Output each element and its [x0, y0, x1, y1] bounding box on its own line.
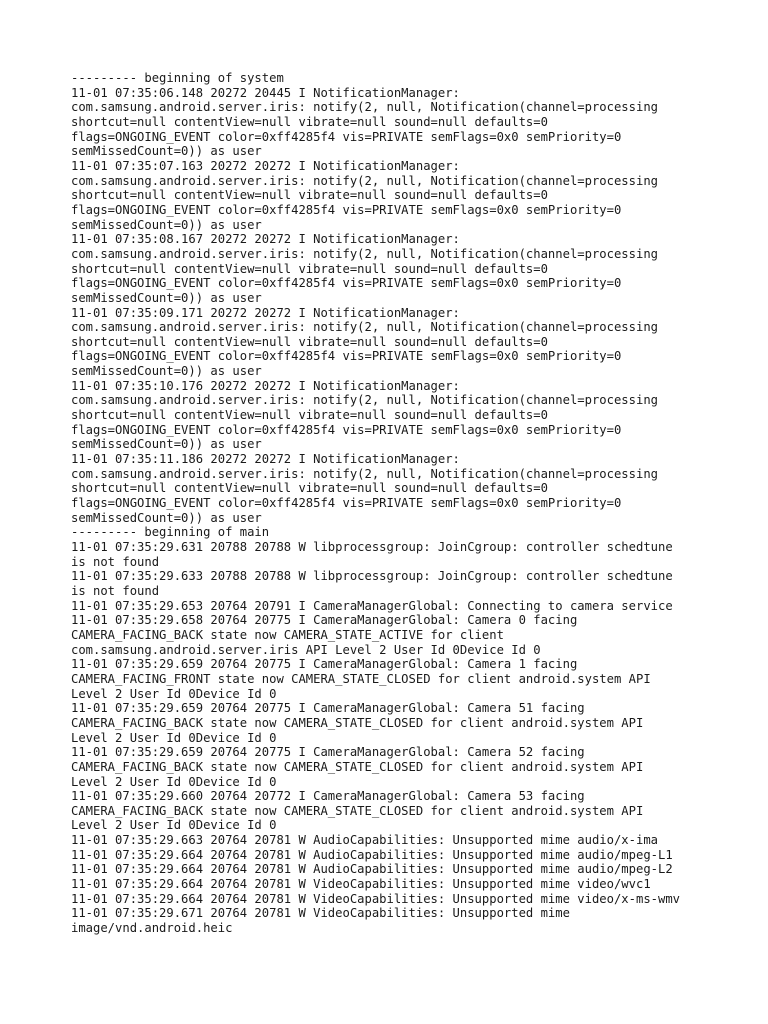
log-line: CAMERA_FACING_BACK state now CAMERA_STATE_CLOSED for client android.system API: [71, 759, 644, 774]
log-line: 11-01 07:35:29.653 20764 20791 I CameraManagerGlobal: Connecting to camera service: [71, 598, 673, 613]
log-line: 11-01 07:35:06.148 20272 20445 I NotificationManager:: [71, 85, 460, 100]
log-line: image/vnd.android.heic: [71, 921, 233, 936]
log-line: shortcut=null contentView=null vibrate=null sound=null defaults=0: [71, 481, 548, 496]
log-document: [71, 71, 721, 936]
log-line: flags=ONGOING_EVENT color=0xff4285f4 vis=PRIVATE semFlags=0x0 semPriority=0: [71, 422, 622, 437]
log-line: --------- beginning of main: [71, 525, 270, 540]
log-line: 11-01 07:35:29.633 20788 20788 W libprocessgroup: JoinCgroup: controller schedtune: [71, 569, 673, 584]
log-line: CAMERA_FACING_FRONT state now CAMERA_STATE_CLOSED for client android.system API: [71, 671, 651, 686]
log-line: 11-01 07:35:29.631 20788 20788 W libprocessgroup: JoinCgroup: controller schedtune: [71, 540, 673, 554]
log-line: com.samsung.android.server.iris: notify(2, null, Notification(channel=processing: [71, 320, 658, 335]
log-line: 11-01 07:35:29.659 20764 20775 I CameraManagerGlobal: Camera 51 facing: [71, 701, 585, 716]
log-line: semMissedCount=0)) as user: [71, 364, 262, 379]
log-line: CAMERA_FACING_BACK state now CAMERA_STATE_ACTIVE for client: [71, 627, 504, 642]
log-line: semMissedCount=0)) as user: [71, 437, 262, 452]
log-line: flags=ONGOING_EVENT color=0xff4285f4 vis=PRIVATE semFlags=0x0 semPriority=0: [71, 349, 622, 364]
log-line: --------- beginning of system: [71, 71, 284, 85]
log-line: is not found: [71, 583, 160, 598]
log-line: CAMERA_FACING_BACK state now CAMERA_STATE_CLOSED for client android.system API: [71, 803, 644, 818]
log-line: 11-01 07:35:29.671 20764 20781 W VideoCapabilities: Unsupported mime: [71, 906, 570, 921]
log-line: 11-01 07:35:29.658 20764 20775 I CameraManagerGlobal: Camera 0 facing: [71, 613, 578, 628]
log-line: 11-01 07:35:29.659 20764 20775 I CameraManagerGlobal: Camera 52 facing: [71, 745, 585, 760]
log-line: shortcut=null contentView=null vibrate=null sound=null defaults=0: [71, 261, 548, 276]
log-line: shortcut=null contentView=null vibrate=null sound=null defaults=0: [71, 334, 548, 349]
log-line: shortcut=null contentView=null vibrate=null sound=null defaults=0: [71, 408, 548, 423]
log-line: com.samsung.android.server.iris: notify(2, null, Notification(channel=processing: [71, 466, 658, 481]
log-line: 11-01 07:35:29.663 20764 20781 W AudioCapabilities: Unsupported mime audio/x-ima: [71, 833, 658, 848]
log-line: flags=ONGOING_EVENT color=0xff4285f4 vis=PRIVATE semFlags=0x0 semPriority=0: [71, 496, 622, 511]
log-line: flags=ONGOING_EVENT color=0xff4285f4 vis=PRIVATE semFlags=0x0 semPriority=0: [71, 276, 622, 291]
log-line: semMissedCount=0)) as user: [71, 290, 262, 305]
log-line: 11-01 07:35:10.176 20272 20272 I NotificationManager:: [71, 378, 460, 393]
log-line: semMissedCount=0)) as user: [71, 144, 262, 159]
log-line: com.samsung.android.server.iris: notify(2, null, Notification(channel=processing: [71, 100, 658, 115]
log-line: shortcut=null contentView=null vibrate=null sound=null defaults=0: [71, 114, 548, 129]
log-line: 11-01 07:35:11.186 20272 20272 I NotificationManager:: [71, 452, 460, 467]
log-line: 11-01 07:35:08.167 20272 20272 I NotificationManager:: [71, 232, 460, 247]
log-line: 11-01 07:35:29.660 20764 20772 I CameraManagerGlobal: Camera 53 facing: [71, 789, 585, 804]
log-line: semMissedCount=0)) as user: [71, 510, 262, 525]
log-line: 11-01 07:35:29.664 20764 20781 W AudioCapabilities: Unsupported mime audio/mpeg-L2: [71, 862, 673, 877]
log-line: com.samsung.android.server.iris: notify(2, null, Notification(channel=processing: [71, 246, 658, 261]
log-line: is not found: [71, 554, 160, 569]
log-line: shortcut=null contentView=null vibrate=null sound=null defaults=0: [71, 188, 548, 203]
log-line: Level 2 User Id 0Device Id 0: [71, 818, 277, 833]
log-line: 11-01 07:35:29.659 20764 20775 I CameraManagerGlobal: Camera 1 facing: [71, 657, 578, 672]
log-line: Level 2 User Id 0Device Id 0: [71, 686, 277, 701]
log-line: CAMERA_FACING_BACK state now CAMERA_STATE_CLOSED for client android.system API: [71, 715, 644, 730]
log-line: flags=ONGOING_EVENT color=0xff4285f4 vis=PRIVATE semFlags=0x0 semPriority=0: [71, 202, 622, 217]
log-line: 11-01 07:35:29.664 20764 20781 W AudioCapabilities: Unsupported mime audio/mpeg-L1: [71, 847, 673, 862]
log-line: semMissedCount=0)) as user: [71, 217, 262, 232]
log-line: com.samsung.android.server.iris: notify(2, null, Notification(channel=processing: [71, 393, 658, 408]
log-line: com.samsung.android.server.iris API Level 2 User Id 0Device Id 0: [71, 642, 541, 657]
log-line: Level 2 User Id 0Device Id 0: [71, 774, 277, 789]
log-line: com.samsung.android.server.iris: notify(2, null, Notification(channel=processing: [71, 173, 658, 188]
log-line: 11-01 07:35:09.171 20272 20272 I NotificationManager:: [71, 305, 460, 320]
log-line: Level 2 User Id 0Device Id 0: [71, 730, 277, 745]
log-line: 11-01 07:35:29.664 20764 20781 W VideoCapabilities: Unsupported mime video/x-ms-wmv: [71, 891, 681, 906]
log-line: 11-01 07:35:07.163 20272 20272 I NotificationManager:: [71, 158, 460, 173]
log-line: flags=ONGOING_EVENT color=0xff4285f4 vis=PRIVATE semFlags=0x0 semPriority=0: [71, 129, 622, 144]
log-line: 11-01 07:35:29.664 20764 20781 W VideoCapabilities: Unsupported mime video/wvc1: [71, 877, 651, 892]
